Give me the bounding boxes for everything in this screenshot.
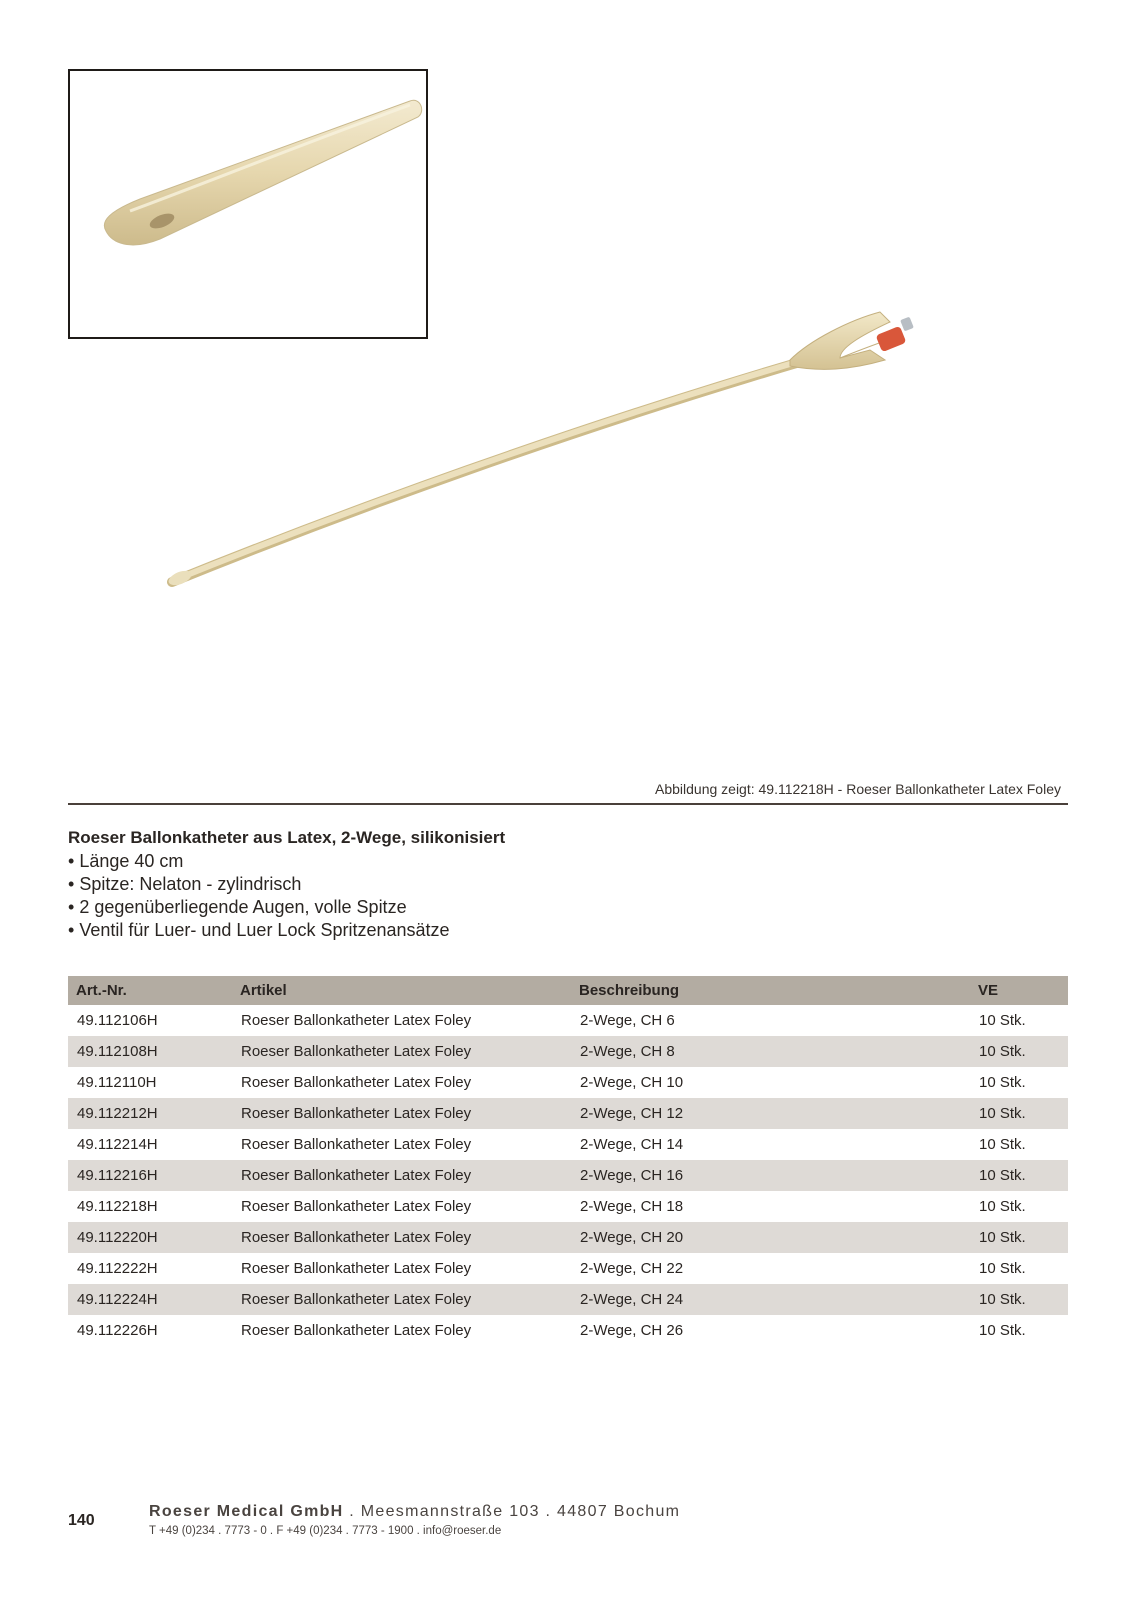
cell-art-nr: 49.112222H <box>77 1260 158 1277</box>
column-header-beschreibung: Beschreibung <box>571 976 970 1005</box>
company-line <box>149 1503 680 1521</box>
cell-ve: 10 Stk. <box>979 1136 1026 1153</box>
cell-artikel: Roeser Ballonkatheter Latex Foley <box>241 1136 472 1153</box>
cell-artikel: Roeser Ballonkatheter Latex Foley <box>241 1198 472 1215</box>
cell-beschreibung: 2-Wege, CH 22 <box>580 1260 684 1277</box>
cell-artikel: Roeser Ballonkatheter Latex Foley <box>241 1322 472 1339</box>
cell-beschreibung: 2-Wege, CH 26 <box>580 1322 684 1339</box>
feature-item: • Spitze: Nelaton - zylindrisch <box>68 873 450 896</box>
cell-art-nr: 49.112216H <box>68 1160 232 1191</box>
divider-line <box>68 803 1068 805</box>
cell-beschreibung: 2-Wege, CH 24 <box>571 1284 970 1315</box>
catheter-tip-illustration <box>70 71 426 337</box>
cell-ve: 10 Stk. <box>970 1222 1068 1253</box>
cell-beschreibung: 2-Wege, CH 12 <box>571 1098 970 1129</box>
cell-art-nr: 49.112226H <box>77 1322 158 1339</box>
feature-list <box>68 850 450 942</box>
table-row <box>68 1098 1068 1129</box>
cell-ve: 10 Stk. <box>970 1284 1068 1315</box>
catheter-tip-closeup-image <box>68 69 428 339</box>
table-row <box>68 1067 1068 1098</box>
cell-artikel: Roeser Ballonkatheter Latex Foley <box>241 1012 472 1029</box>
product-heading: Roeser Ballonkatheter aus Latex, 2-Wege, silikonisiert <box>68 828 506 847</box>
cell-ve: 10 Stk. <box>979 1322 1026 1339</box>
cell-art-nr: 49.112214H <box>77 1136 158 1153</box>
table-row <box>68 1036 1068 1067</box>
column-header-ve: VE <box>970 976 1068 1005</box>
table-row <box>68 1191 1068 1222</box>
cell-beschreibung: 2-Wege, CH 16 <box>571 1160 970 1191</box>
company-address: . Meesmannstraße 103 . 44807 Bochum <box>343 1503 681 1520</box>
column-header-artikel: Artikel <box>232 976 571 1005</box>
table-row <box>68 1315 1068 1346</box>
catheter-illustration <box>150 300 950 620</box>
table-row <box>68 1160 1068 1191</box>
table-row <box>68 1284 1068 1315</box>
table-row <box>68 1222 1068 1253</box>
cell-beschreibung: 2-Wege, CH 20 <box>571 1222 970 1253</box>
cell-artikel: Roeser Ballonkatheter Latex Foley <box>232 1284 571 1315</box>
cell-beschreibung: 2-Wege, CH 8 <box>571 1036 970 1067</box>
cell-artikel: Roeser Ballonkatheter Latex Foley <box>232 1098 571 1129</box>
cell-art-nr: 49.112220H <box>68 1222 232 1253</box>
cell-beschreibung: 2-Wege, CH 18 <box>580 1198 684 1215</box>
cell-ve: 10 Stk. <box>970 1160 1068 1191</box>
cell-artikel: Roeser Ballonkatheter Latex Foley <box>232 1036 571 1067</box>
cell-artikel: Roeser Ballonkatheter Latex Foley <box>241 1260 472 1277</box>
feature-item: • Ventil für Luer- und Luer Lock Spritzenansätze <box>68 919 450 942</box>
cell-artikel: Roeser Ballonkatheter Latex Foley <box>241 1074 472 1091</box>
cell-artikel: Roeser Ballonkatheter Latex Foley <box>232 1222 571 1253</box>
cell-art-nr: 49.112218H <box>77 1198 158 1215</box>
page-number: 140 <box>68 1512 95 1529</box>
table-row <box>68 1129 1068 1160</box>
image-caption: Abbildung zeigt: 49.112218H - Roeser Ballonkatheter Latex Foley <box>655 781 1061 797</box>
cell-ve: 10 Stk. <box>979 1012 1026 1029</box>
cell-ve: 10 Stk. <box>979 1198 1026 1215</box>
table-row <box>68 1253 1068 1284</box>
catheter-product-image <box>150 300 950 620</box>
company-name: Roeser Medical GmbH <box>149 1503 344 1520</box>
cell-beschreibung: 2-Wege, CH 14 <box>580 1136 684 1153</box>
table-header-row <box>68 976 1068 1005</box>
table-row <box>68 1005 1068 1036</box>
cell-beschreibung: 2-Wege, CH 10 <box>580 1074 684 1091</box>
cell-ve: 10 Stk. <box>970 1036 1068 1067</box>
cell-artikel: Roeser Ballonkatheter Latex Foley <box>232 1160 571 1191</box>
cell-art-nr: 49.112224H <box>68 1284 232 1315</box>
contact-line: T +49 (0)234 . 7773 - 0 . F +49 (0)234 . 7773 - 1900 . info@roeser.de <box>149 1525 502 1537</box>
article-table <box>68 976 1068 1346</box>
cell-ve: 10 Stk. <box>979 1074 1026 1091</box>
cell-ve: 10 Stk. <box>979 1260 1026 1277</box>
cell-beschreibung: 2-Wege, CH 6 <box>580 1012 675 1029</box>
feature-item: • Länge 40 cm <box>68 850 450 873</box>
cell-art-nr: 49.112212H <box>68 1098 232 1129</box>
cell-art-nr: 49.112108H <box>68 1036 232 1067</box>
cell-art-nr: 49.112106H <box>77 1012 158 1029</box>
feature-item: • 2 gegenüberliegende Augen, volle Spitze <box>68 896 450 919</box>
cell-ve: 10 Stk. <box>970 1098 1068 1129</box>
cell-art-nr: 49.112110H <box>77 1074 157 1091</box>
column-header-art-nr: Art.-Nr. <box>68 976 232 1005</box>
